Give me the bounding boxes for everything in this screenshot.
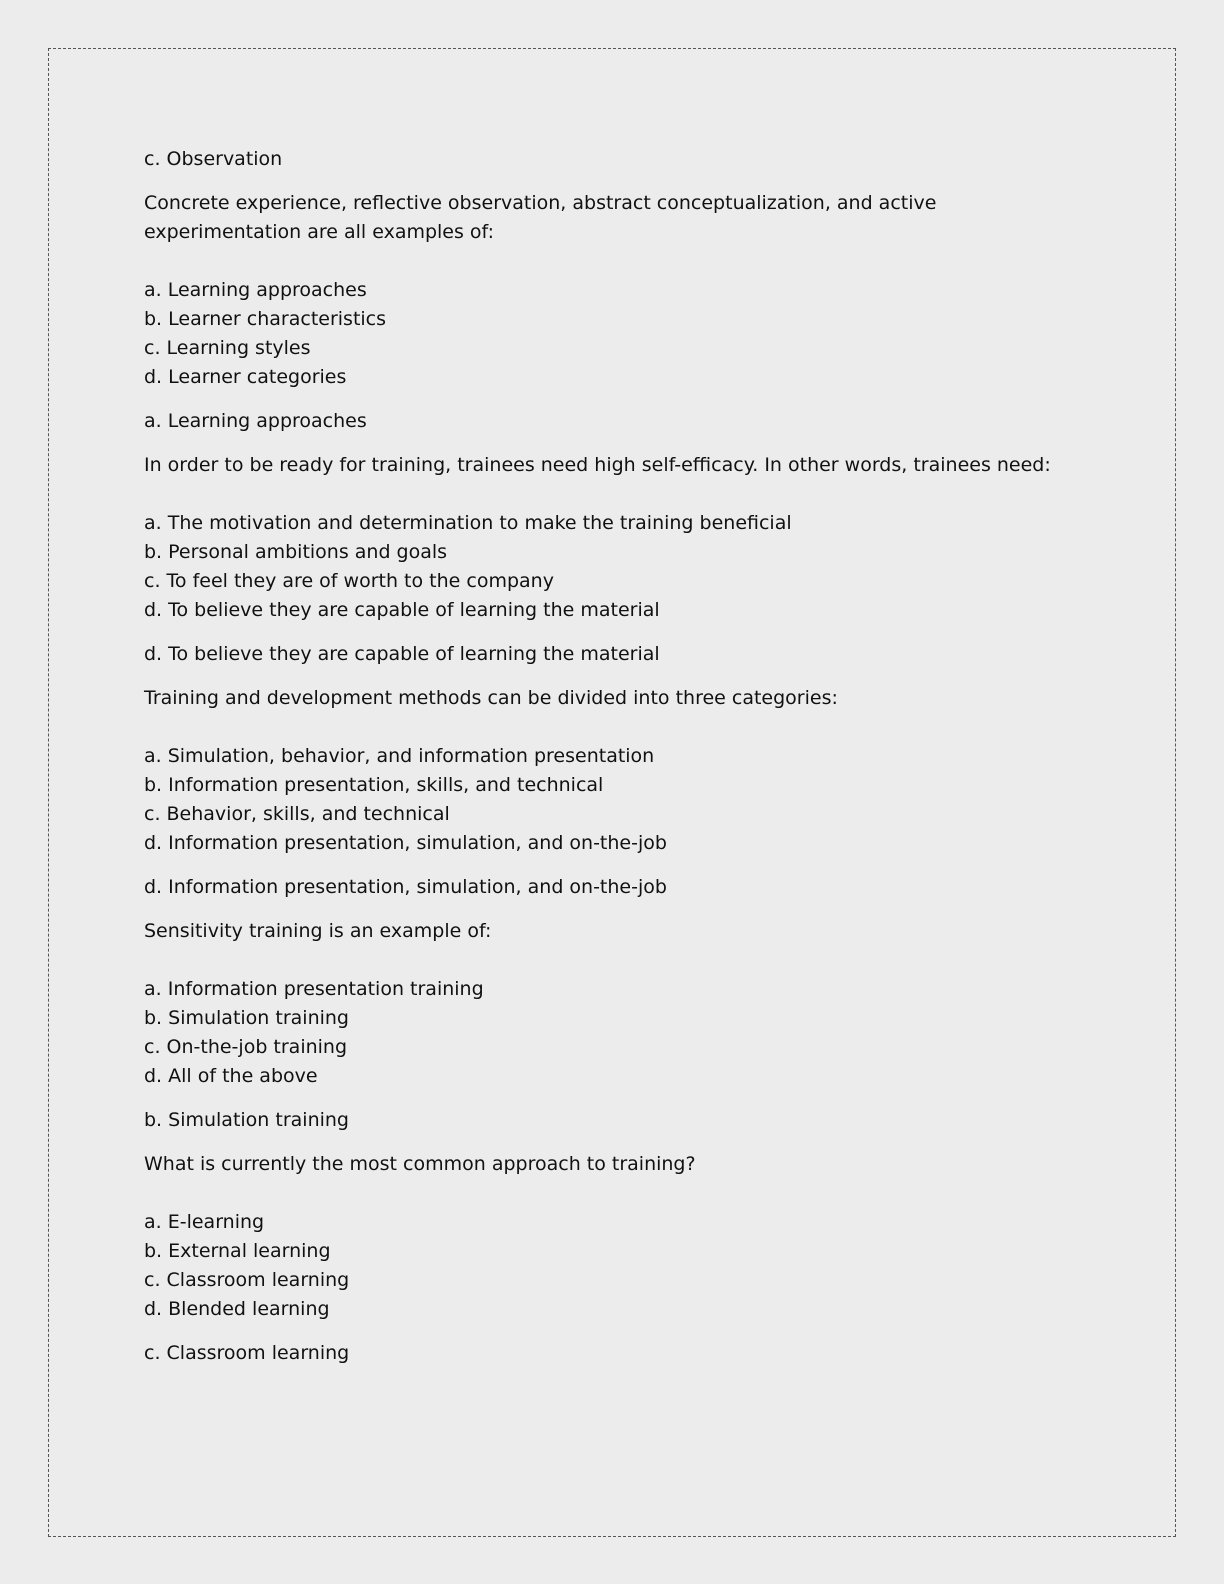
option-item: c. To feel they are of worth to the company — [144, 570, 554, 592]
option-item: d. Information presentation, simulation, and on-the-job — [144, 832, 667, 854]
question-text: Concrete experience, reflective observation, abstract conceptualization, and active experimentation are all examples of: — [144, 192, 937, 243]
option-item: b. Information presentation, skills, and technical — [144, 774, 604, 796]
option-item: b. Learner characteristics — [144, 308, 387, 330]
option-item: a. Information presentation training — [144, 978, 484, 1000]
option-item: d. All of the above — [144, 1065, 318, 1087]
answer-text: a. Learning approaches — [144, 410, 367, 432]
answer-text: c. Observation — [144, 148, 283, 170]
option-item: c. Learning styles — [144, 337, 311, 359]
option-item: d. Learner categories — [144, 366, 347, 388]
option-item: b. Personal ambitions and goals — [144, 541, 448, 563]
document-content — [144, 145, 1084, 1383]
answer-text: c. Classroom learning — [144, 1342, 350, 1364]
options-list — [144, 509, 1084, 625]
option-item: b. Simulation training — [144, 1007, 349, 1029]
option-item: a. E-learning — [144, 1211, 265, 1233]
answer-text: d. To believe they are capable of learning the material — [144, 643, 660, 665]
option-item: c. Classroom learning — [144, 1269, 350, 1291]
question-text: Sensitivity training is an example of: — [144, 920, 492, 942]
answer-text: b. Simulation training — [144, 1109, 349, 1131]
question-text: What is currently the most common approach to training? — [144, 1153, 696, 1175]
options-list — [144, 975, 1084, 1091]
option-item: a. Simulation, behavior, and information presentation — [144, 745, 655, 767]
question-text: In order to be ready for training, trainees need high self-efficacy. In other words, trainees need: — [144, 454, 1051, 476]
options-list — [144, 276, 1084, 392]
option-item: c. On-the-job training — [144, 1036, 348, 1058]
question-text: Training and development methods can be divided into three categories: — [144, 687, 838, 709]
options-list — [144, 742, 1084, 858]
options-list — [144, 1208, 1084, 1324]
option-item: a. The motivation and determination to make the training beneficial — [144, 512, 792, 534]
option-item: d. Blended learning — [144, 1298, 330, 1320]
option-item: d. To believe they are capable of learning the material — [144, 599, 660, 621]
answer-text: d. Information presentation, simulation, and on-the-job — [144, 876, 667, 898]
option-item: b. External learning — [144, 1240, 331, 1262]
option-item: c. Behavior, skills, and technical — [144, 803, 450, 825]
option-item: a. Learning approaches — [144, 279, 367, 301]
